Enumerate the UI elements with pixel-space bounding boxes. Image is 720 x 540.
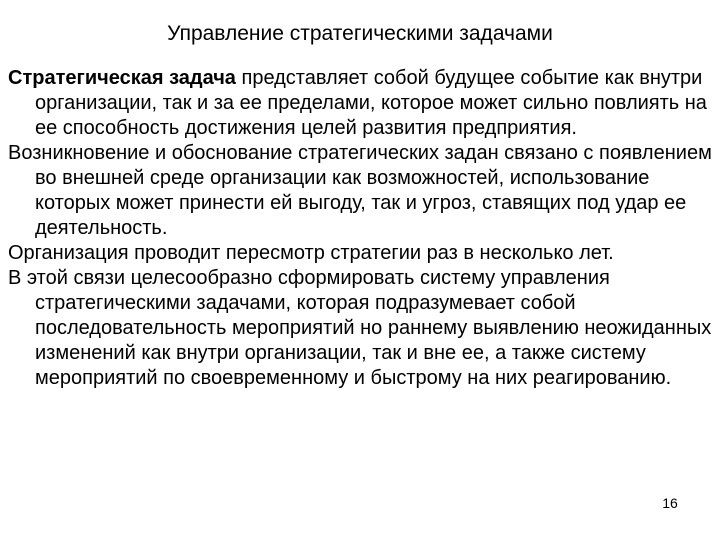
paragraph-text: Возникновение и обоснование стратегических задан связано с появлением во внешней среде организации как возможностей, использование которых может принести ей выгоду, так и угроз, ставящих под удар ее деятельность.	[8, 142, 712, 239]
paragraph-definition	[8, 66, 716, 141]
slide-title: Управление стратегическими задачами	[167, 22, 553, 45]
paragraph-system	[8, 266, 716, 391]
paragraph-text: представляет собой будущее событие как внутри организации, так и за ее пределами, которое может сильно повлиять на ее способность достижения целей развития предприятия.	[35, 67, 707, 139]
term-strategic-task: Стратегическая задача	[8, 67, 236, 89]
paragraph-emergence	[8, 141, 716, 241]
slide-body	[8, 66, 716, 391]
page-number: 16	[662, 495, 678, 511]
paragraph-text: Организация проводит пересмотр стратегии раз в несколько лет.	[8, 242, 614, 264]
paragraph-review	[8, 241, 716, 266]
paragraph-text: В этой связи целесообразно сформировать систему управления стратегическими задачами, которая подразумевает собой последовательность мероприятий но раннему выявлению неожиданных изменений как внутри организации, так и вне ее, а также систему мероприятий по своевременному и быстрому на них реагированию.	[8, 267, 712, 389]
